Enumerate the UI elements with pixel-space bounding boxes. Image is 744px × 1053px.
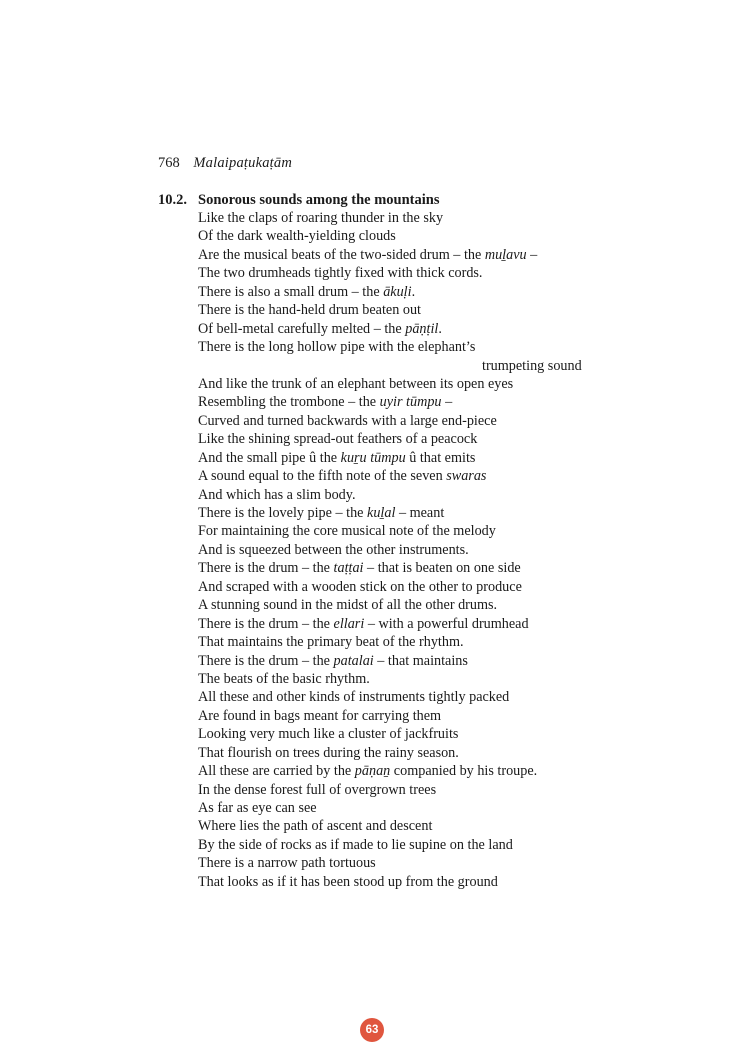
verse-line [198,393,582,411]
verse-text: In the dense forest full of overgrown trees [198,781,437,798]
verse-line [198,357,582,375]
verse-text: Resembling the trombone – the [198,394,380,411]
verse-text: Are the musical beats of the two-sided drum – the [198,246,485,263]
italic-term: muḻavu [484,246,527,263]
verse-line [198,781,582,799]
verse-line [198,227,582,245]
verse-text: trumpeting sound [482,357,582,374]
section-heading [158,192,439,209]
verse-text: – that is beaten on one side [363,560,521,577]
verse-line [198,799,582,817]
verse-text: – that maintains [373,652,468,669]
verse-text: – with a powerful drumhead [364,615,529,632]
verse-line [198,449,582,467]
verse-text: All these and other kinds of instruments tightly packed [198,689,510,706]
verse-text: And which has a slim body. [198,486,356,503]
verse-text: As far as eye can see [198,800,317,816]
verse-text: There is a narrow path tortuous [198,855,376,872]
verse-text: Of bell-metal carefully melted – the [198,320,406,337]
verse-text: That maintains the primary beat of the rhythm. [198,634,464,651]
verse-text: There is the drum – the [198,652,334,669]
verse-text: The two drumheads tightly fixed with thick cords. [198,265,483,282]
italic-term: taṭṭai [333,560,364,577]
verse-text: There is the lovely pipe – the [198,505,368,521]
verse-text: Where lies the path of ascent and descent [198,818,433,835]
verse-text: . [438,320,442,337]
verse-line [198,412,582,430]
verse-line [198,504,582,522]
verse-text: – [441,394,453,411]
running-header [158,155,292,172]
running-title: Malaipaṭukaṭām [193,155,293,171]
verse-text: – meant [395,505,445,521]
italic-term: pāṇaṉ [354,763,391,780]
verse-line [198,596,582,614]
verse-line [198,301,582,319]
verse-line [198,817,582,835]
verse-text: . [411,283,416,300]
verse-text: There is the drum – the [198,560,334,577]
verse-line [198,836,582,854]
verse-line [198,615,582,633]
italic-term: kuṟu tūmpu [340,449,406,466]
italic-term: pāṇṭil [405,320,439,337]
verse-text: For maintaining the core musical note of the melody [198,523,496,540]
verse-body [198,209,582,891]
verse-line [198,559,582,577]
verse-text: All these are carried by the [198,763,355,780]
verse-text: That looks as if it has been stood up from the ground [198,873,498,890]
verse-text: A sound equal to the fifth note of the seven [198,468,447,485]
verse-text: Like the shining spread-out feathers of a peacock [198,431,478,448]
verse-line [198,283,582,301]
verse-text: û that emits [405,449,476,466]
italic-term: uyir tūmpu [379,394,442,411]
verse-line [198,707,582,725]
verse-line [198,725,582,743]
verse-text: A stunning sound in the midst of all the other drums. [198,597,498,614]
verse-line [198,209,582,227]
verse-text: And the small pipe û the [198,449,341,466]
italic-term: ellari [333,615,365,632]
verse-line [198,541,582,559]
verse-line [198,522,582,540]
section-title: Sonorous sounds among the mountains [198,192,440,208]
verse-line [198,744,582,762]
verse-line [198,688,582,706]
verse-text: There is the drum – the [198,615,334,632]
italic-term: kuḻal [367,505,396,521]
verse-line [198,430,582,448]
italic-term: patalai [333,652,374,669]
verse-line [198,670,582,688]
verse-text: And scraped with a wooden stick on the other to produce [198,578,522,595]
verse-line [198,873,582,891]
verse-line [198,467,582,485]
verse-text: There is also a small drum – the [198,283,384,300]
verse-text: By the side of rocks as if made to lie supine on the land [198,836,513,853]
verse-text: There is the long hollow pipe with the elephant’s [198,339,476,356]
verse-text: And is squeezed between the other instruments. [198,541,469,558]
page-badge[interactable]: 63 [360,1018,384,1042]
page-number: 768 [158,155,180,171]
verse-text: That flourish on trees during the rainy season. [198,744,459,761]
verse-line [198,854,582,872]
verse-line [198,320,582,338]
verse-text: There is the hand-held drum beaten out [198,302,421,319]
verse-line [198,578,582,596]
verse-text: companied by his troupe. [390,763,538,780]
italic-term: ākuḷi [383,283,412,300]
verse-line [198,338,582,356]
verse-line [198,652,582,670]
verse-line [198,375,582,393]
verse-line [198,762,582,780]
section-number: 10.2. [158,192,187,208]
verse-text: Are found in bags meant for carrying them [198,707,442,724]
verse-line [198,633,582,651]
verse-line [198,264,582,282]
verse-text: Curved and turned backwards with a large end-piece [198,412,497,429]
verse-line [198,246,582,264]
verse-text: – [526,246,538,263]
verse-text: And like the trunk of an elephant between its open eyes [198,375,514,392]
verse-text: Looking very much like a cluster of jackfruits [198,726,459,743]
verse-text: The beats of the basic rhythm. [198,670,370,687]
verse-text: Of the dark wealth-yielding clouds [198,228,396,245]
italic-term: swaras [446,468,487,485]
verse-line [198,486,582,504]
verse-text: Like the claps of roaring thunder in the sky [198,210,444,226]
